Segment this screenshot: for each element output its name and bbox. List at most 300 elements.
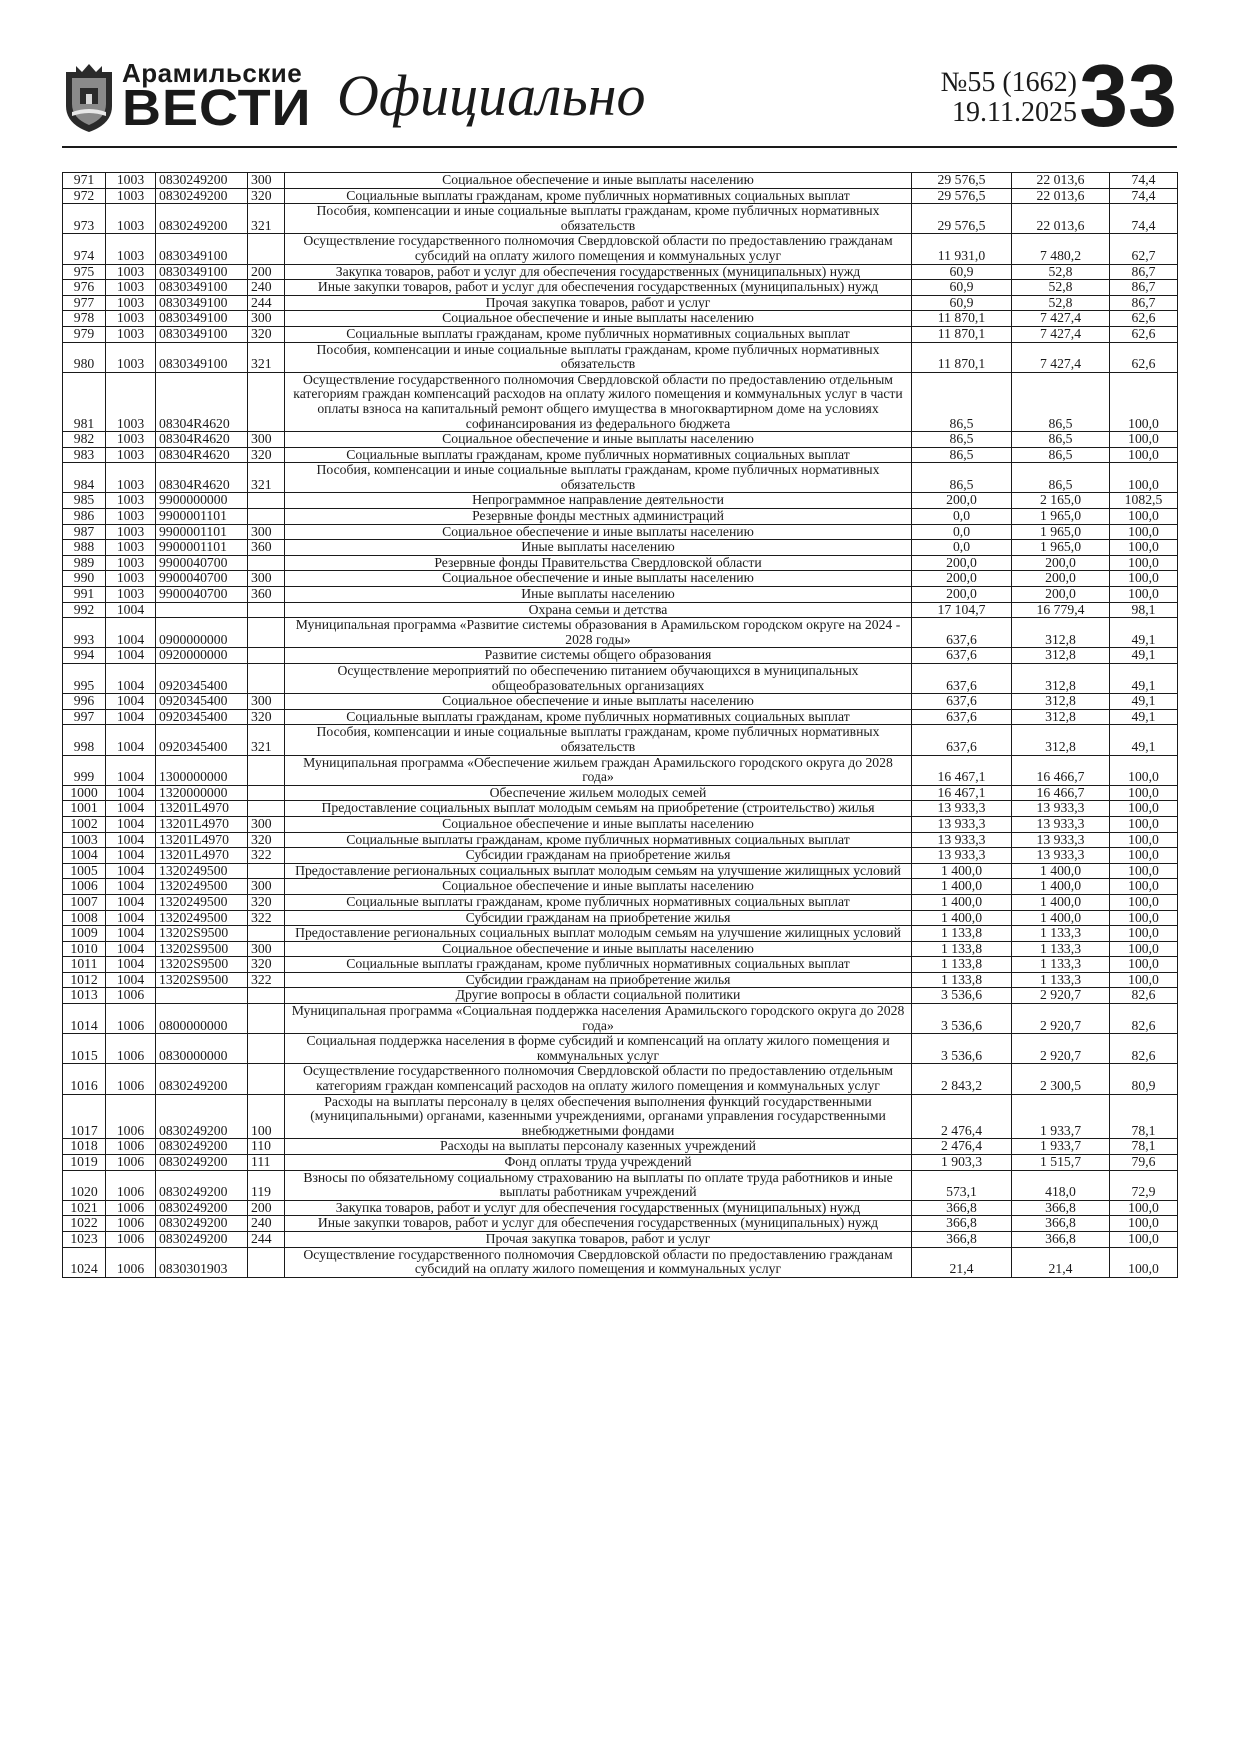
expense-type: 322 [248,910,285,926]
plan-amount: 3 536,6 [912,988,1012,1004]
row-number: 1018 [63,1139,106,1155]
actual-amount: 2 300,5 [1012,1064,1110,1094]
percent-done: 100,0 [1110,1216,1178,1232]
section-code: 1003 [106,295,156,311]
table-row [63,1200,1178,1216]
percent-done: 100,0 [1110,372,1178,431]
table-row [63,326,1178,342]
plan-amount: 60,9 [912,295,1012,311]
row-number: 972 [63,188,106,204]
expense-type: 300 [248,432,285,448]
actual-amount: 1 133,3 [1012,957,1110,973]
expense-type: 240 [248,1216,285,1232]
target-code: 0830349100 [156,326,248,342]
target-code: 0830249200 [156,1170,248,1200]
section-code: 1004 [106,863,156,879]
crest-icon [62,62,116,134]
plan-amount: 366,8 [912,1200,1012,1216]
plan-amount: 1 133,8 [912,972,1012,988]
item-name: Закупка товаров, работ и услуг для обеспечения государственных (муниципальных) нужд [285,264,912,280]
row-number: 997 [63,709,106,725]
target-code: 13201L4970 [156,832,248,848]
row-number: 1002 [63,816,106,832]
item-name: Иные выплаты населению [285,587,912,603]
expense-type: 320 [248,326,285,342]
actual-amount: 52,8 [1012,295,1110,311]
section-code: 1004 [106,618,156,648]
target-code: 0830349100 [156,295,248,311]
actual-amount: 366,8 [1012,1200,1110,1216]
section-code: 1003 [106,447,156,463]
percent-done: 100,0 [1110,785,1178,801]
section-code: 1006 [106,1231,156,1247]
expense-type: 300 [248,571,285,587]
plan-amount: 11 870,1 [912,342,1012,372]
actual-amount: 7 427,4 [1012,342,1110,372]
plan-amount: 11 931,0 [912,234,1012,264]
item-name: Муниципальная программа «Обеспечение жильем граждан Арамильского городского округа до 2028 года» [285,755,912,785]
row-number: 981 [63,372,106,431]
row-number: 998 [63,725,106,755]
section-code: 1004 [106,648,156,664]
target-code: 0830349100 [156,280,248,296]
section-code: 1004 [106,879,156,895]
percent-done: 100,0 [1110,509,1178,525]
expense-type: 321 [248,725,285,755]
section-code: 1006 [106,1247,156,1277]
item-name: Социальное обеспечение и иные выплаты населению [285,524,912,540]
table-row [63,1139,1178,1155]
row-number: 977 [63,295,106,311]
expense-type: 240 [248,280,285,296]
expense-type: 320 [248,894,285,910]
plan-amount: 86,5 [912,447,1012,463]
section-code: 1003 [106,509,156,525]
item-name: Пособия, компенсации и иные социальные выплаты гражданам, кроме публичных нормативных обязательств [285,725,912,755]
section-code: 1004 [106,725,156,755]
item-name: Социальные выплаты гражданам, кроме публичных нормативных социальных выплат [285,447,912,463]
percent-done: 100,0 [1110,972,1178,988]
item-name: Пособия, компенсации и иные социальные выплаты гражданам, кроме публичных нормативных обязательств [285,463,912,493]
item-name: Осуществление государственного полномочия Свердловской области по предоставлению отдельным категориям граждан компенсаций расходов на оплату жилого помещения и коммунальных услуг в части оплаты взноса на капитальный ремонт общего имущества в многоквартирном доме на условиях софинансирования из федерального бюджета [285,372,912,431]
item-name: Социальные выплаты гражданам, кроме публичных нормативных социальных выплат [285,326,912,342]
target-code: 13201L4970 [156,816,248,832]
plan-amount: 86,5 [912,463,1012,493]
section-code: 1003 [106,234,156,264]
section-code: 1003 [106,311,156,327]
item-name: Социальное обеспечение и иные выплаты населению [285,311,912,327]
percent-done: 100,0 [1110,540,1178,556]
row-number: 986 [63,509,106,525]
row-number: 982 [63,432,106,448]
row-number: 1019 [63,1155,106,1171]
actual-amount: 22 013,6 [1012,204,1110,234]
target-code: 08304R4620 [156,432,248,448]
expense-type: 321 [248,463,285,493]
logo-main-text: ВЕСТИ [122,79,312,137]
issue-info [877,68,1077,128]
section-code: 1004 [106,848,156,864]
section-code: 1003 [106,204,156,234]
row-number: 994 [63,648,106,664]
actual-amount: 16 466,7 [1012,755,1110,785]
percent-done: 79,6 [1110,1155,1178,1171]
table-row [63,957,1178,973]
plan-amount: 2 476,4 [912,1094,1012,1139]
plan-amount: 1 400,0 [912,879,1012,895]
percent-done: 86,7 [1110,295,1178,311]
actual-amount: 1 965,0 [1012,509,1110,525]
row-number: 1006 [63,879,106,895]
percent-done: 78,1 [1110,1139,1178,1155]
target-code: 0830249200 [156,173,248,189]
percent-done: 100,0 [1110,447,1178,463]
actual-amount: 1 515,7 [1012,1155,1110,1171]
actual-amount: 312,8 [1012,709,1110,725]
actual-amount: 21,4 [1012,1247,1110,1277]
item-name: Социальное обеспечение и иные выплаты населению [285,571,912,587]
table-row [63,587,1178,603]
plan-amount: 29 576,5 [912,204,1012,234]
expense-type: 320 [248,832,285,848]
plan-amount: 637,6 [912,709,1012,725]
section-code: 1006 [106,1155,156,1171]
percent-done: 100,0 [1110,816,1178,832]
row-number: 979 [63,326,106,342]
row-number: 1005 [63,863,106,879]
row-number: 984 [63,463,106,493]
row-number: 983 [63,447,106,463]
actual-amount: 1 933,7 [1012,1139,1110,1155]
actual-amount: 1 400,0 [1012,894,1110,910]
table-row [63,1034,1178,1064]
expense-type [248,493,285,509]
row-number: 975 [63,264,106,280]
section-code: 1004 [106,602,156,618]
target-code: 1320249500 [156,910,248,926]
plan-amount: 60,9 [912,264,1012,280]
target-code: 0830249200 [156,1231,248,1247]
percent-done: 100,0 [1110,832,1178,848]
plan-amount: 60,9 [912,280,1012,296]
expense-type: 300 [248,694,285,710]
expense-type [248,648,285,664]
logo-top-text: Арамильские [122,58,303,88]
budget-table [62,172,1178,1278]
actual-amount: 13 933,3 [1012,816,1110,832]
expense-type: 321 [248,342,285,372]
expense-type [248,1064,285,1094]
target-code: 9900040700 [156,587,248,603]
percent-done: 72,9 [1110,1170,1178,1200]
section-code: 1003 [106,342,156,372]
table-row [63,926,1178,942]
target-code: 0830301903 [156,1247,248,1277]
expense-type [248,755,285,785]
target-code: 9900000000 [156,493,248,509]
plan-amount: 11 870,1 [912,311,1012,327]
actual-amount: 366,8 [1012,1216,1110,1232]
percent-done: 49,1 [1110,725,1178,755]
item-name: Непрограммное направление деятельности [285,493,912,509]
actual-amount: 13 933,3 [1012,801,1110,817]
actual-amount: 52,8 [1012,264,1110,280]
plan-amount: 2 476,4 [912,1139,1012,1155]
actual-amount: 1 965,0 [1012,540,1110,556]
row-number: 1010 [63,941,106,957]
actual-amount: 86,5 [1012,372,1110,431]
section-code: 1006 [106,1139,156,1155]
item-name: Развитие системы общего образования [285,648,912,664]
row-number: 980 [63,342,106,372]
table-row [63,1155,1178,1171]
percent-done: 80,9 [1110,1064,1178,1094]
plan-amount: 0,0 [912,524,1012,540]
table-row [63,432,1178,448]
target-code: 0830249200 [156,1094,248,1139]
row-number: 1016 [63,1064,106,1094]
expense-type: 110 [248,1139,285,1155]
target-code: 0920345400 [156,694,248,710]
expense-type [248,664,285,694]
target-code: 0830249200 [156,1139,248,1155]
section-code: 1006 [106,1170,156,1200]
row-number: 989 [63,555,106,571]
target-code: 0830000000 [156,1034,248,1064]
item-name: Социальные выплаты гражданам, кроме публичных нормативных социальных выплат [285,188,912,204]
percent-done: 100,0 [1110,1200,1178,1216]
plan-amount: 2 843,2 [912,1064,1012,1094]
section-code: 1004 [106,801,156,817]
row-number: 1014 [63,1004,106,1034]
item-name: Предоставление региональных социальных выплат молодым семьям на улучшение жилищных условий [285,863,912,879]
percent-done: 100,0 [1110,926,1178,942]
actual-amount: 366,8 [1012,1231,1110,1247]
section-code: 1003 [106,280,156,296]
section-code: 1006 [106,1034,156,1064]
header-rule [62,146,1177,148]
percent-done: 100,0 [1110,910,1178,926]
item-name: Взносы по обязательному социальному страхованию на выплаты по оплате труда работников и иные выплаты работникам учреждений [285,1170,912,1200]
expense-type [248,926,285,942]
table-row [63,863,1178,879]
section-code: 1003 [106,463,156,493]
expense-type: 360 [248,540,285,556]
item-name: Субсидии гражданам на приобретение жилья [285,848,912,864]
percent-done: 100,0 [1110,879,1178,895]
item-name: Осуществление государственного полномочия Свердловской области по предоставлению отдельным категориям граждан компенсаций расходов на оплату жилого помещения и коммунальных услуг [285,1064,912,1094]
table-row [63,571,1178,587]
row-number: 1008 [63,910,106,926]
percent-done: 100,0 [1110,1231,1178,1247]
percent-done: 100,0 [1110,1247,1178,1277]
plan-amount: 86,5 [912,372,1012,431]
plan-amount: 637,6 [912,664,1012,694]
actual-amount: 7 480,2 [1012,234,1110,264]
plan-amount: 1 400,0 [912,894,1012,910]
actual-amount: 86,5 [1012,463,1110,493]
actual-amount: 312,8 [1012,694,1110,710]
table-row [63,540,1178,556]
table-row [63,173,1178,189]
actual-amount: 86,5 [1012,432,1110,448]
expense-type: 100 [248,1094,285,1139]
percent-done: 100,0 [1110,463,1178,493]
newspaper-logo [62,58,312,138]
section-code: 1004 [106,910,156,926]
percent-done: 62,6 [1110,311,1178,327]
expense-type [248,618,285,648]
expense-type: 300 [248,173,285,189]
expense-type [248,1004,285,1034]
plan-amount: 13 933,3 [912,832,1012,848]
table-row [63,463,1178,493]
target-code: 0920345400 [156,664,248,694]
actual-amount: 1 400,0 [1012,863,1110,879]
percent-done: 100,0 [1110,555,1178,571]
target-code: 0830249200 [156,1200,248,1216]
row-number: 992 [63,602,106,618]
item-name: Резервные фонды местных администраций [285,509,912,525]
table-row [63,910,1178,926]
expense-type: 300 [248,941,285,957]
plan-amount: 1 133,8 [912,926,1012,942]
target-code: 0830249200 [156,204,248,234]
target-code: 9900001101 [156,540,248,556]
item-name: Прочая закупка товаров, работ и услуг [285,295,912,311]
actual-amount: 2 920,7 [1012,988,1110,1004]
target-code: 0920345400 [156,725,248,755]
actual-amount: 22 013,6 [1012,188,1110,204]
item-name: Социальные выплаты гражданам, кроме публичных нормативных социальных выплат [285,894,912,910]
percent-done: 82,6 [1110,988,1178,1004]
plan-amount: 29 576,5 [912,173,1012,189]
target-code: 1300000000 [156,755,248,785]
actual-amount: 1 933,7 [1012,1094,1110,1139]
target-code [156,602,248,618]
percent-done: 100,0 [1110,432,1178,448]
section-code: 1003 [106,173,156,189]
item-name: Резервные фонды Правительства Свердловской области [285,555,912,571]
item-name: Осуществление государственного полномочия Свердловской области по предоставлению гражданам субсидий на оплату жилого помещения и коммунальных услуг [285,1247,912,1277]
table-row [63,972,1178,988]
percent-done: 100,0 [1110,848,1178,864]
item-name: Пособия, компенсации и иные социальные выплаты гражданам, кроме публичных нормативных обязательств [285,204,912,234]
item-name: Социальное обеспечение и иные выплаты населению [285,941,912,957]
target-code: 9900001101 [156,524,248,540]
table-row [63,264,1178,280]
table-row [63,1216,1178,1232]
percent-done: 98,1 [1110,602,1178,618]
percent-done: 100,0 [1110,941,1178,957]
table-row [63,816,1178,832]
target-code: 0830249200 [156,188,248,204]
percent-done: 62,6 [1110,326,1178,342]
actual-amount: 312,8 [1012,648,1110,664]
section-code: 1004 [106,709,156,725]
row-number: 1020 [63,1170,106,1200]
table-row [63,295,1178,311]
percent-done: 62,7 [1110,234,1178,264]
row-number: 1013 [63,988,106,1004]
row-number: 974 [63,234,106,264]
item-name: Обеспечение жильем молодых семей [285,785,912,801]
table-row [63,493,1178,509]
section-title: Официально [337,63,646,128]
plan-amount: 21,4 [912,1247,1012,1277]
expense-type [248,988,285,1004]
target-code: 0900000000 [156,618,248,648]
table-row [63,1064,1178,1094]
expense-type [248,785,285,801]
expense-type [248,1247,285,1277]
plan-amount: 29 576,5 [912,188,1012,204]
table-row [63,664,1178,694]
row-number: 971 [63,173,106,189]
table-row [63,709,1178,725]
target-code [156,988,248,1004]
target-code: 0830349100 [156,311,248,327]
section-code: 1006 [106,1200,156,1216]
item-name: Социальные выплаты гражданам, кроме публичных нормативных социальных выплат [285,957,912,973]
plan-amount: 13 933,3 [912,816,1012,832]
row-number: 995 [63,664,106,694]
expense-type: 300 [248,524,285,540]
section-code: 1004 [106,941,156,957]
expense-type: 320 [248,709,285,725]
percent-done: 74,4 [1110,204,1178,234]
table-row [63,524,1178,540]
plan-amount: 637,6 [912,648,1012,664]
plan-amount: 573,1 [912,1170,1012,1200]
item-name: Социальное обеспечение и иные выплаты населению [285,694,912,710]
percent-done: 49,1 [1110,648,1178,664]
section-code: 1006 [106,1064,156,1094]
percent-done: 49,1 [1110,709,1178,725]
table-row [63,509,1178,525]
expense-type: 322 [248,972,285,988]
actual-amount: 2 920,7 [1012,1034,1110,1064]
actual-amount: 13 933,3 [1012,832,1110,848]
row-number: 988 [63,540,106,556]
table-row [63,1231,1178,1247]
target-code: 13202S9500 [156,941,248,957]
expense-type: 244 [248,295,285,311]
table-row [63,785,1178,801]
table-row [63,848,1178,864]
item-name: Иные выплаты населению [285,540,912,556]
plan-amount: 366,8 [912,1231,1012,1247]
table-row [63,894,1178,910]
expense-type: 300 [248,879,285,895]
item-name: Осуществление мероприятий по обеспечению питанием обучающихся в муниципальных общеобразовательных организациях [285,664,912,694]
section-code: 1004 [106,816,156,832]
item-name: Прочая закупка товаров, работ и услуг [285,1231,912,1247]
plan-amount: 366,8 [912,1216,1012,1232]
section-code: 1004 [106,957,156,973]
plan-amount: 1 133,8 [912,941,1012,957]
table-row [63,832,1178,848]
item-name: Социальное обеспечение и иные выплаты населению [285,173,912,189]
target-code: 08304R4620 [156,447,248,463]
plan-amount: 200,0 [912,555,1012,571]
plan-amount: 0,0 [912,509,1012,525]
item-name: Пособия, компенсации и иные социальные выплаты гражданам, кроме публичных нормативных обязательств [285,342,912,372]
actual-amount: 1 965,0 [1012,524,1110,540]
row-number: 1000 [63,785,106,801]
expense-type: 320 [248,188,285,204]
target-code: 08304R4620 [156,372,248,431]
